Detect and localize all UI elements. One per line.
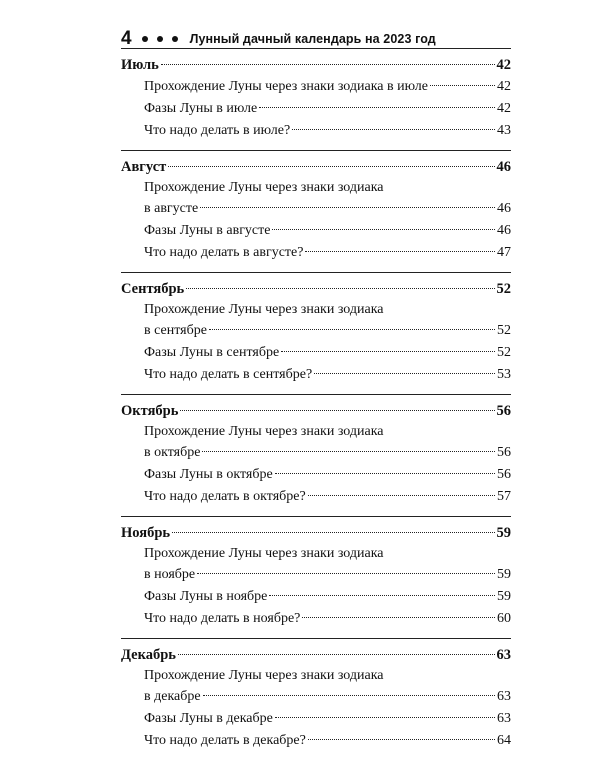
- dot-leader: [272, 229, 495, 230]
- page-ref: 52: [496, 281, 511, 297]
- toc-entry-zodiac[interactable]: [121, 422, 511, 464]
- entry-title-line1: Прохождение Луны через знаки зодиака: [144, 546, 384, 561]
- running-title: Лунный дачный календарь на 2023 год: [189, 32, 436, 46]
- dot-leader: [305, 251, 495, 252]
- page-ref: 52: [497, 345, 511, 360]
- toc-entry-zodiac[interactable]: [121, 76, 511, 98]
- toc-section-december: [121, 638, 511, 760]
- toc-entry-todo[interactable]: [121, 242, 511, 264]
- page-ref: 46: [497, 201, 511, 216]
- toc-entry-todo[interactable]: [121, 486, 511, 508]
- toc-entry-zodiac[interactable]: [121, 178, 511, 220]
- entry-title: Фазы Луны в ноябре: [144, 589, 268, 604]
- toc-section-heading[interactable]: [121, 400, 511, 422]
- dot-leader: [302, 617, 495, 618]
- section-title: Август: [121, 159, 167, 175]
- entry-title: Прохождение Луны через знаки зодиака в июле: [144, 79, 428, 94]
- toc-section-heading[interactable]: [121, 278, 511, 300]
- toc-entry-phases[interactable]: [121, 586, 511, 608]
- dot-leader: [178, 654, 495, 655]
- dot-leader: [281, 351, 495, 352]
- page-ref: 59: [497, 567, 511, 582]
- entry-title-line1: Прохождение Луны через знаки зодиака: [144, 668, 384, 683]
- header-bullets: [142, 36, 178, 42]
- toc-entry-todo[interactable]: [121, 730, 511, 752]
- entry-title: Фазы Луны в октябре: [144, 467, 273, 482]
- entry-title: Фазы Луны в сентябре: [144, 345, 280, 360]
- entry-title-line2: в ноябре: [144, 567, 196, 582]
- entry-title: Что надо делать в декабре?: [144, 733, 306, 748]
- dot-leader: [161, 64, 495, 65]
- dot-leader: [269, 595, 495, 596]
- toc-section-heading[interactable]: [121, 644, 511, 666]
- toc-entry-zodiac[interactable]: [121, 300, 511, 342]
- page-ref: 57: [497, 489, 511, 504]
- dot-leader: [200, 207, 495, 208]
- page-ref: 43: [497, 123, 511, 138]
- page-ref: 52: [497, 323, 511, 338]
- page-ref: 63: [497, 711, 511, 726]
- toc-section-september: [121, 272, 511, 394]
- page-ref: 56: [496, 403, 511, 419]
- toc-section-heading[interactable]: [121, 522, 511, 544]
- entry-title-line2: в октябре: [144, 445, 201, 460]
- entry-title: Что надо делать в сентябре?: [144, 367, 313, 382]
- dot-leader: [197, 573, 495, 574]
- page-ref: 53: [497, 367, 511, 382]
- page-ref: 60: [497, 611, 511, 626]
- toc-section-heading[interactable]: [121, 156, 511, 178]
- toc-section-heading[interactable]: [121, 54, 511, 76]
- page-ref: 42: [497, 101, 511, 116]
- page-ref: 42: [496, 57, 511, 73]
- table-of-contents: [121, 48, 511, 760]
- page-number: 4: [121, 28, 132, 49]
- page-ref: 46: [496, 159, 511, 175]
- page-ref: 42: [497, 79, 511, 94]
- section-title: Октябрь: [121, 403, 179, 419]
- page-ref: 63: [496, 647, 511, 663]
- toc-entry-phases[interactable]: [121, 98, 511, 120]
- page-ref: 47: [497, 245, 511, 260]
- dot-leader: [259, 107, 495, 108]
- dot-leader: [308, 495, 495, 496]
- dot-leader: [275, 473, 495, 474]
- page-ref: 63: [497, 689, 511, 704]
- dot-leader: [275, 717, 495, 718]
- entry-title: Что надо делать в октябре?: [144, 489, 306, 504]
- bullet-icon: [157, 36, 163, 42]
- dot-leader: [180, 410, 494, 411]
- entry-title-line1: Прохождение Луны через знаки зодиака: [144, 180, 384, 195]
- dot-leader: [430, 85, 495, 86]
- entry-title-line2: в августе: [144, 201, 199, 216]
- dot-leader: [292, 129, 495, 130]
- dot-leader: [314, 373, 495, 374]
- dot-leader: [186, 288, 494, 289]
- page-ref: 56: [497, 467, 511, 482]
- toc-entry-todo[interactable]: [121, 120, 511, 142]
- toc-entry-phases[interactable]: [121, 464, 511, 486]
- entry-title-line2: в декабре: [144, 689, 201, 704]
- section-title: Сентябрь: [121, 281, 185, 297]
- section-title: Июль: [121, 57, 159, 73]
- entry-title: Что надо делать в августе?: [144, 245, 304, 260]
- toc-entry-zodiac[interactable]: [121, 666, 511, 708]
- entry-title: Что надо делать в ноябре?: [144, 611, 301, 626]
- entry-title-line2: в сентябре: [144, 323, 207, 338]
- page-ref: 56: [497, 445, 511, 460]
- page-ref: 59: [497, 589, 511, 604]
- dot-leader: [209, 329, 495, 330]
- entry-title-line1: Прохождение Луны через знаки зодиака: [144, 302, 384, 317]
- toc-entry-zodiac[interactable]: [121, 544, 511, 586]
- bullet-icon: [142, 36, 148, 42]
- toc-section-october: [121, 394, 511, 516]
- toc-entry-phases[interactable]: [121, 220, 511, 242]
- entry-title: Что надо делать в июле?: [144, 123, 291, 138]
- toc-section-november: [121, 516, 511, 638]
- toc-section-august: [121, 150, 511, 272]
- dot-leader: [172, 532, 494, 533]
- toc-section-july: [121, 48, 511, 150]
- bullet-icon: [172, 36, 178, 42]
- dot-leader: [203, 695, 495, 696]
- toc-entry-todo[interactable]: [121, 608, 511, 630]
- section-title: Ноябрь: [121, 525, 171, 541]
- dot-leader: [202, 451, 495, 452]
- toc-entry-phases[interactable]: [121, 342, 511, 364]
- dot-leader: [168, 166, 494, 167]
- page-ref: 64: [497, 733, 511, 748]
- dot-leader: [308, 739, 495, 740]
- toc-entry-phases[interactable]: [121, 708, 511, 730]
- page-ref: 59: [496, 525, 511, 541]
- entry-title: Фазы Луны в декабре: [144, 711, 273, 726]
- toc-entry-todo[interactable]: [121, 364, 511, 386]
- entry-title: Фазы Луны в августе: [144, 223, 271, 238]
- entry-title-line1: Прохождение Луны через знаки зодиака: [144, 424, 384, 439]
- entry-title: Фазы Луны в июле: [144, 101, 258, 116]
- section-title: Декабрь: [121, 647, 176, 663]
- page-ref: 46: [497, 223, 511, 238]
